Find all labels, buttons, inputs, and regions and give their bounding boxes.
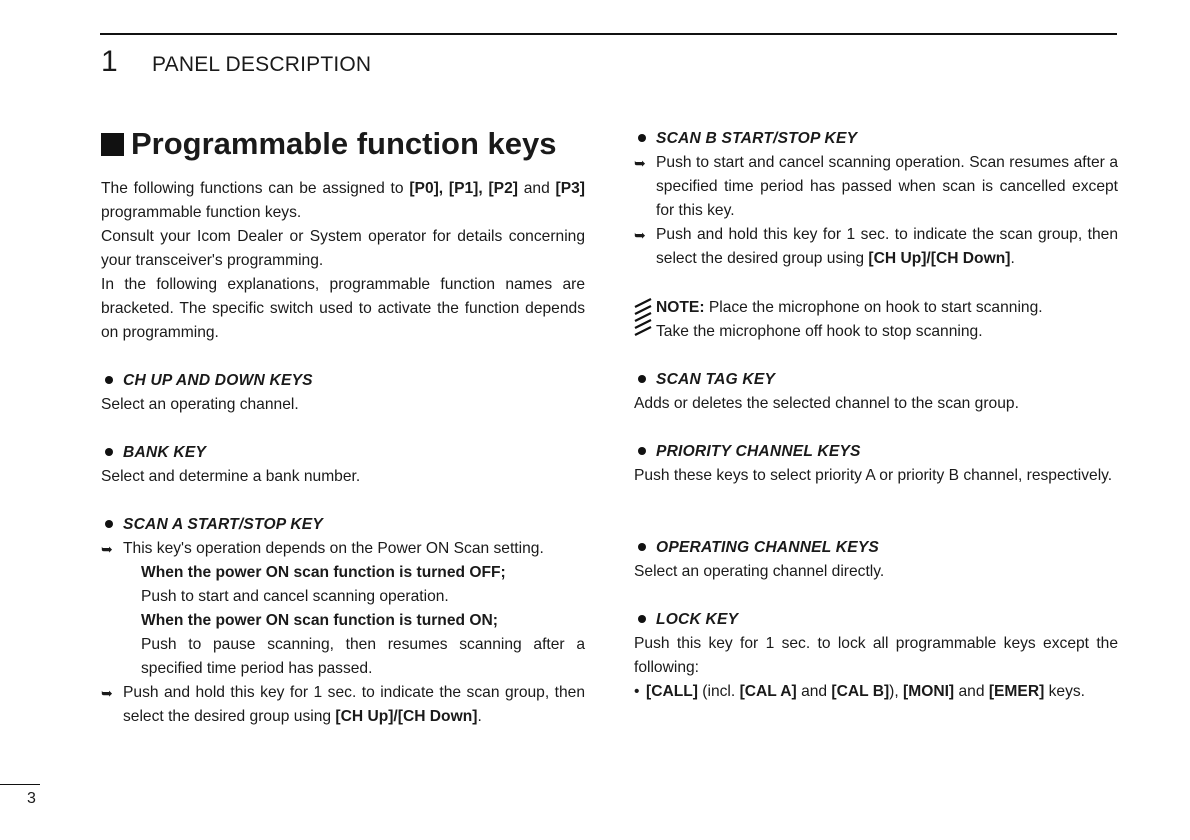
note-text: Place the microphone on hook to start scanning. xyxy=(704,299,1043,316)
arrow-right-icon: ➥ xyxy=(101,685,113,701)
scan-b-item-1 xyxy=(634,151,1118,223)
note xyxy=(634,296,1118,344)
page-number: 3 xyxy=(27,790,36,807)
bullet-dot-icon xyxy=(638,543,646,551)
scan-tag-text: Adds or deletes the selected channel to the scan group. xyxy=(634,395,1019,412)
scan-a-on-label: When the power ON scan function is turned ON; xyxy=(141,612,498,629)
priority-text: Push these keys to select priority A or priority B channel, respectively. xyxy=(634,467,1113,484)
black-square-icon xyxy=(101,133,124,156)
intro-paragraph-2: Consult your Icom Dealer or System operator for details concerning your transceiver's programming. xyxy=(101,228,585,269)
heading-text: SCAN B START/STOP KEY xyxy=(656,130,858,147)
scan-a-on-text: Push to pause scanning, then resumes scanning after a specified time period has passed. xyxy=(141,636,585,677)
bank-heading xyxy=(101,441,585,465)
item-text: . xyxy=(477,708,482,725)
item-text: (incl. xyxy=(697,683,740,700)
scan-a-off-label: When the power ON scan function is turned OFF; xyxy=(141,564,506,581)
heading-text: BANK KEY xyxy=(123,444,207,461)
heading-text: OPERATING CHANNEL KEYS xyxy=(656,539,880,556)
key-label: [CAL B] xyxy=(831,683,890,700)
key-label: [P3] xyxy=(555,180,585,197)
heading-text: SCAN TAG KEY xyxy=(656,371,776,388)
bullet-dot-icon xyxy=(638,134,646,142)
intro xyxy=(101,177,585,345)
ch-up-down-section xyxy=(101,369,585,417)
intro-paragraph-1 xyxy=(101,177,585,225)
operating-section xyxy=(634,536,1118,584)
note-hatch-icon xyxy=(634,298,652,338)
item-text: and xyxy=(954,683,989,700)
scan-b-section xyxy=(634,127,1118,271)
item-text: . xyxy=(1010,250,1015,267)
key-label: [CH Up]/[CH Down] xyxy=(335,708,478,725)
heading-text: LOCK KEY xyxy=(656,611,739,628)
key-label: [CALL] xyxy=(646,683,698,700)
arrow-right-icon: ➥ xyxy=(634,227,646,243)
operating-heading xyxy=(634,536,1118,560)
key-label: [P0], [P1], [P2] xyxy=(409,180,518,197)
chapter-number: 1 xyxy=(101,45,118,78)
scan-a-section xyxy=(101,513,585,729)
item-text: ), xyxy=(889,683,904,700)
header-rule xyxy=(100,33,1117,35)
lock-exception-item xyxy=(634,680,1118,704)
heading-text: CH UP AND DOWN KEYS xyxy=(123,372,313,389)
lock-heading xyxy=(634,608,1118,632)
heading-text: PRIORITY CHANNEL KEYS xyxy=(656,443,861,460)
key-label: [CAL A] xyxy=(739,683,797,700)
footer-rule xyxy=(0,784,40,785)
scan-a-off-text: Push to start and cancel scanning operation. xyxy=(141,588,449,605)
note-label: NOTE: xyxy=(656,299,705,316)
note-line-1 xyxy=(634,296,1118,320)
ch-up-down-heading xyxy=(101,369,585,393)
item-text: and xyxy=(796,683,832,700)
bank-text: Select and determine a bank number. xyxy=(101,468,361,485)
scan-a-heading xyxy=(101,513,585,537)
intro-paragraph-3: In the following explanations, programmable function names are bracketed. The specific switch used to activate the function depends on programming. xyxy=(101,276,585,341)
bank-section xyxy=(101,441,585,489)
intro-text: and xyxy=(517,180,556,197)
note-line-2: Take the microphone off hook to stop scanning. xyxy=(656,323,983,340)
bullet-dot-icon xyxy=(638,447,646,455)
bullet-mark: • xyxy=(634,683,640,700)
item-text: Push and hold this key for 1 sec. to indicate the scan group, then select the desired group using xyxy=(656,226,1118,267)
operating-text: Select an operating channel directly. xyxy=(634,563,885,580)
lock-text: Push this key for 1 sec. to lock all programmable keys except the following: xyxy=(634,635,1118,676)
chapter-title: PANEL DESCRIPTION xyxy=(152,53,372,76)
bullet-dot-icon xyxy=(105,520,113,528)
section-title xyxy=(101,124,585,164)
bullet-dot-icon xyxy=(105,448,113,456)
intro-text: The following functions can be assigned to xyxy=(101,180,410,197)
item-text: Push to start and cancel scanning operation. Scan resumes after a specified time period has passed when scan is cancelled except for this key. xyxy=(656,154,1118,219)
arrow-right-icon: ➥ xyxy=(101,541,113,557)
bullet-dot-icon xyxy=(638,375,646,383)
scan-tag-heading xyxy=(634,368,1118,392)
lock-section xyxy=(634,608,1118,704)
scan-a-item-2 xyxy=(101,681,585,729)
key-label: [EMER] xyxy=(988,683,1045,700)
scan-b-item-2 xyxy=(634,223,1118,271)
key-label: [CH Up]/[CH Down] xyxy=(868,250,1011,267)
bullet-dot-icon xyxy=(105,376,113,384)
arrow-right-icon: ➥ xyxy=(634,155,646,171)
section-title-text: Programmable function keys xyxy=(131,126,557,161)
scan-b-heading xyxy=(634,127,1118,151)
bullet-dot-icon xyxy=(638,615,646,623)
item-text: keys. xyxy=(1044,683,1086,700)
heading-text: SCAN A START/STOP KEY xyxy=(123,516,324,533)
priority-section xyxy=(634,440,1118,488)
scan-a-item-1 xyxy=(101,537,585,561)
item-text: Push and hold this key for 1 sec. to indicate the scan group, then select the desired group using xyxy=(123,684,585,725)
scan-tag-section xyxy=(634,368,1118,416)
key-label: [MONI] xyxy=(903,683,955,700)
item-text: This key's operation depends on the Power ON Scan setting. xyxy=(123,540,544,557)
priority-heading xyxy=(634,440,1118,464)
intro-text: programmable function keys. xyxy=(101,204,302,221)
ch-up-down-text: Select an operating channel. xyxy=(101,396,299,413)
